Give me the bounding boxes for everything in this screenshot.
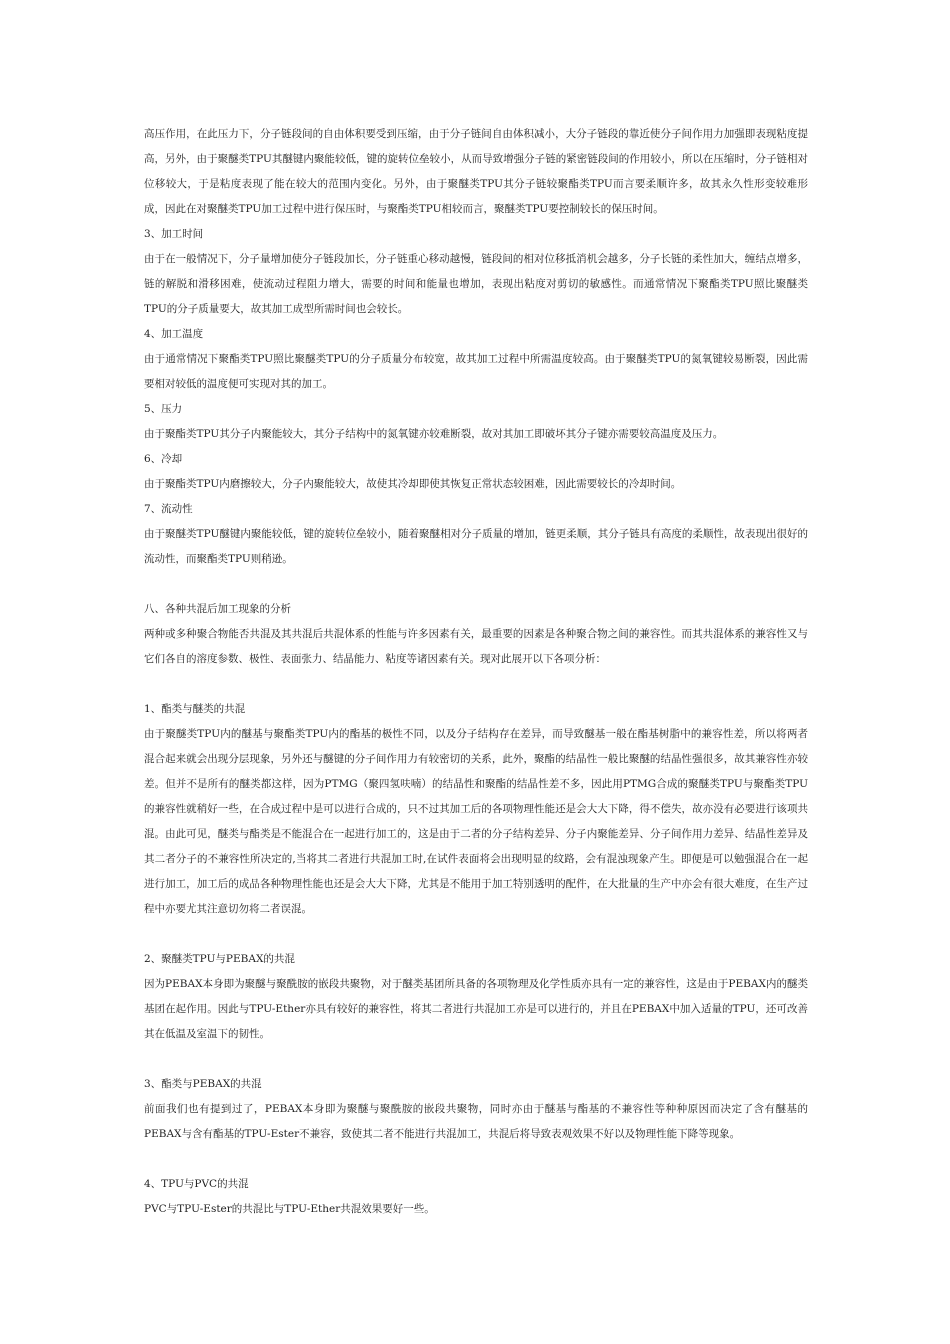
heading-processing-time: 3、加工时间 <box>144 228 204 240</box>
heading-tpu-pvc-blend: 4、TPU与PVC的共混 <box>144 1178 249 1190</box>
paragraph-processing-temperature: 由于通常情况下聚酯类TPU照比聚醚类TPU的分子质量分布较宽，故其加工过程中所需温度较高。由于聚醚类TPU的氮氧键较易断裂，因此需要相对较低的温度便可实现对其的加工。 <box>144 353 808 390</box>
spacer <box>144 672 808 697</box>
heading-ether-pebax-blend: 2、聚醚类TPU与PEBAX的共混 <box>144 953 295 965</box>
heading-section-eight: 八、各种共混后加工现象的分析 <box>144 603 291 615</box>
heading-processing-temperature: 4、加工温度 <box>144 328 204 340</box>
heading-ester-ether-blend: 1、酯类与醚类的共混 <box>144 703 246 715</box>
paragraph-cooling: 由于聚酯类TPU内磨擦较大，分子内聚能较大，故使其冷却即使其恢复正常状态较困难，因此需要较长的冷却时间。 <box>144 478 682 490</box>
spacer <box>144 1147 808 1172</box>
heading-ester-pebax-blend: 3、酯类与PEBAX的共混 <box>144 1078 262 1090</box>
paragraph-fluidity: 由于聚醚类TPU醚键内聚能较低，键的旋转位垒较小，随着聚醚相对分子质量的增加，链更柔顺，其分子链具有高度的柔顺性，故表现出很好的流动性，而聚酯类TPU则稍逊。 <box>144 528 808 565</box>
spacer <box>144 572 808 597</box>
paragraph-section-eight: 两种或多种聚合物能否共混及其共混后共混体系的性能与许多因素有关，最重要的因素是各种聚合物之间的兼容性。而其共混体系的兼容性又与它们各自的溶度参数、极性、表面张力、结晶能力、粘度等诸因素有关。现对此展开以下各项分析： <box>144 628 808 665</box>
paragraph-ether-pebax-blend: 因为PEBAX本身即为聚醚与聚酰胺的嵌段共聚物，对于醚类基团所具备的各项物理及化学性质亦具有一定的兼容性，这是由于PEBAX内的醚类基团在起作用。因此与TPU-Ether亦具有较好的兼容性，将其二者进行共混加工亦是可以进行的，并且在PEBAX中加入适量的TPU，还可改善其在低温及室温下的韧性。 <box>144 978 808 1040</box>
spacer <box>144 1047 808 1072</box>
heading-cooling: 6、冷却 <box>144 453 183 465</box>
heading-pressure: 5、压力 <box>144 403 183 415</box>
paragraph-ester-pebax-blend: 前面我们也有提到过了，PEBAX本身即为聚醚与聚酰胺的嵌段共聚物，同时亦由于醚基与酯基的不兼容性等种种原因而决定了含有醚基的PEBAX与含有酯基的TPU-Ester不兼容，致使其二者不能进行共混加工，共混后将导致表观效果不好以及物理性能下降等现象。 <box>144 1103 808 1140</box>
heading-fluidity: 7、流动性 <box>144 503 193 515</box>
paragraph-ester-ether-blend: 由于聚醚类TPU内的醚基与聚酯类TPU内的酯基的极性不同，以及分子结构存在差异，而导致醚基一般在酯基树脂中的兼容性差，所以将两者混合起来就会出现分层现象，另外还与醚键的分子间作用力有较密切的关系，此外，聚酯的结晶性一般比聚醚的结晶性强很多，故其兼容性亦较差。但并不是所有的醚类都这样，因为PTMG（聚四氢呋喃）的结晶性和聚酯的结晶性差不多，因此用PTMG合成的聚醚类TPU与聚酯类TPU的兼容性就稍好一些，在合成过程中是可以进行合成的，只不过其加工后的各项物理性能还是会大大下降，得不偿失，故亦没有必要进行该项共混。由此可见，醚类与酯类是不能混合在一起进行加工的，这是由于二者的分子结构差异、分子内聚能差异、分子间作用力差异、结晶性差异及其二者分子的不兼容性所决定的,当将其二者进行共混加工时,在试件表面将会出现明显的纹路，会有混浊现象产生。即便是可以勉强混合在一起进行加工，加工后的成品各种物理性能也还是会大大下降，尤其是不能用于加工特别透明的配件，在大批量的生产中亦会有很大难度，在生产过程中亦要尤其注意切勿将二者误混。 <box>144 728 808 915</box>
document-body <box>144 122 808 1222</box>
paragraph-processing-time: 由于在一般情况下，分子量增加使分子链段加长，分子链重心移动越慢，链段间的相对位移抵消机会越多，分子长链的柔性加大，缠结点增多，链的解脱和滑移困难，使流动过程阻力增大，需要的时间和能量也增加，表现出粘度对剪切的敏感性。而通常情况下聚酯类TPU照比聚醚类TPU的分子质量要大，故其加工成型所需时间也会较长。 <box>144 253 808 315</box>
paragraph-tpu-pvc-blend: PVC与TPU-Ester的共混比与TPU-Ether共混效果要好一些。 <box>144 1203 435 1215</box>
paragraph-pressure: 由于聚酯类TPU其分子内聚能较大，其分子结构中的氮氧键亦较难断裂，故对其加工即破坏其分子键亦需要较高温度及压力。 <box>144 428 724 440</box>
spacer <box>144 922 808 947</box>
paragraph-pressure-continued: 高压作用，在此压力下，分子链段间的自由体积要受到压缩，由于分子链间自由体积减小，大分子链段的靠近使分子间作用力加强即表现粘度提高，另外，由于聚醚类TPU其醚键内聚能较低，键的旋转位垒较小，从而导致增强分子链的紧密链段间的作用较小，所以在压缩时，分子链相对位移较大，于是粘度表现了能在较大的范围内变化。另外，由于聚醚类TPU其分子链较聚酯类TPU而言要柔顺许多，故其永久性形变较难形成，因此在对聚醚类TPU加工过程中进行保压时，与聚酯类TPU相较而言，聚醚类TPU要控制较长的保压时间。 <box>144 128 808 215</box>
